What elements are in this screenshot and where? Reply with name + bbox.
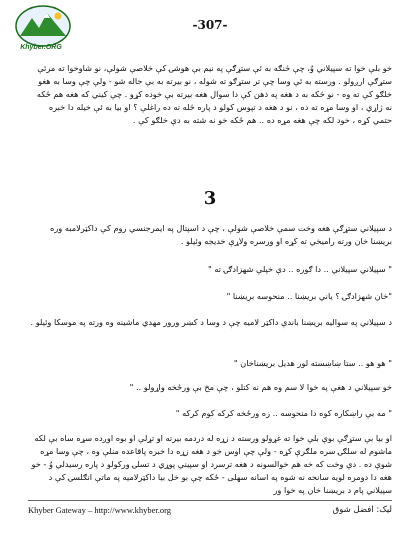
footer-author: ليک: افضل شوق [332, 505, 392, 515]
dialogue-line-8: " مه بې راښکاره کوه دا منحوسه .. زه ورځخه کرکه کوم کرکه " [175, 408, 392, 418]
dialogue-line-3: " سپيلاني سپيلاني .. دا ګوره .. دې خپلې شهزادګۍ ته " [208, 264, 392, 274]
footer-site[interactable]: Khyber Gateway – http://www.khyber.org [28, 505, 172, 515]
chapter-number: 3 [203, 188, 217, 209]
footer-divider [28, 500, 392, 501]
dialogue-line-6: " هو هو .. ستا ښاښسته لور هديل بريښناخان " [233, 358, 392, 368]
dialogue-line-4: "خان شهزادګۍ ؟ ياني بريښنا .. منحوسه بريښنا " [226, 291, 392, 301]
logo-text: Khyber.ORG [20, 44, 62, 51]
paragraph-5: د سپيلاني په سواليه بريښنا باندې داکټر لاميه چې د وسا د کښر ورور مهدي ماشينه وه ورته په موسکا وئيلو . [30, 317, 392, 327]
paragraph-7: خو سپيلاني د هغې په خوا لا سم وه هم نه کتلو ، چې مخ بې ورځخه واړولو .. " [129, 382, 392, 392]
paragraph-1: خو بلې خوا ته سپيلاني وُ، چې څنګه به ئې ستړګې په نيم بې هوشۍ کې خلاصې شولې، نو شاوخوا ته مرئې ستړګې ارږولو . ورسته به ئې وسا چې تر ستړګو ته شوله ، نو بيرته به بې حاله شو - ولې چې وسا به هغو خلګو کې ته وه - نو څکه به د هغه په ذهن کې دا سوال هغه بيرته بې خوده کړو . چې کيني که هغه هم ځکه نه ژاړي ، او وسا مړه ته ده ، نو د هغه د تپوس کولو د پاره څله ته ده راغلې ؟ او بيا به ئې خيله دا خبره حتمي کړه ، خود لکه چې هغه مړه ده .. هم ځکه خو نه شته به دې خلګو کې . [36, 63, 392, 125]
paragraph-9: او بيا بې ستړګې بوې بلې خوا ته غړولو ورسته د زړه له دردمه بيرته او تړلې او بوه اوږده سړه ساه بې لکه ماشوم له سلګۍ سره ملګرې کړه - ولې چې اوس خو د هغه زړه دا خبره پاقاعده منلې وه ، چې وسا مړه شوې ده . دې وخت که خه هم خوالسونه د هغه ترسرد او سپيني پوړي د تسلۍ ورکولو د پاره رسيدلي وُ - خو هغه دا دومره لويه سانحه نه شوه په اسانه سهلی - ځکه چې بو خل بيا داکټرلاميه په ماتې انګلسۍ کې د سپيلاني پام د بريښنا خان په خوا ور [31, 433, 392, 495]
paragraph-2: د سپيلاني ستړګې هغه وخت سمې خلاصې شولې ، چې د اسپتال په ايمرجنسي روم کې داکټرلامبه وره بريښنا خان ورته راميخي ته کړه او ورسره ولاړې خدیجه وئيلو . [50, 223, 392, 246]
page-number: -307- [192, 18, 228, 32]
